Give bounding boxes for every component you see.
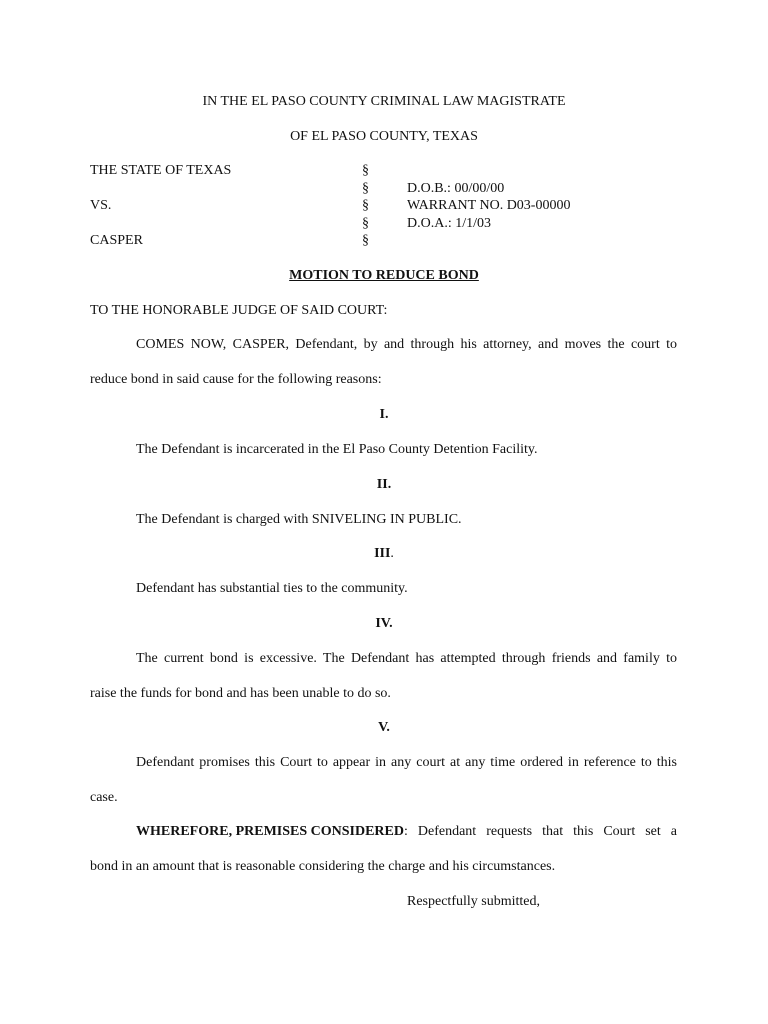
intro-line-2: reduce bond in said cause for the following reasons:	[90, 372, 382, 387]
section-v-line-1: Defendant promises this Court to appear in any court at any time ordered in reference to this	[136, 755, 677, 770]
section-numeral-iv: IV.	[375, 616, 393, 631]
caption-warrant-number: WARRANT NO. D03-00000	[407, 198, 571, 213]
section-numeral-ii: II.	[376, 477, 392, 492]
section-i-text: The Defendant is incarcerated in the El Paso County Detention Facility.	[136, 442, 538, 457]
section-numeral-iii	[0, 547, 768, 561]
section-symbol: §	[362, 198, 369, 213]
caption-dob: D.O.B.: 00/00/00	[407, 181, 505, 196]
wherefore-line-1	[136, 825, 677, 839]
section-iii-period: .	[390, 546, 394, 561]
wherefore-line-2: bond in an amount that is reasonable considering the charge and his circumstances.	[90, 859, 556, 874]
section-iii-numeral: III	[374, 546, 391, 561]
section-numeral-i: I.	[379, 407, 389, 422]
section-v-line-2: case.	[90, 790, 118, 805]
intro-line-1: COMES NOW, CASPER, Defendant, by and through his attorney, and moves the court to	[136, 337, 677, 352]
wherefore-lead: WHEREFORE, PREMISES CONSIDERED	[136, 824, 404, 839]
section-symbol: §	[362, 233, 369, 248]
section-symbol: §	[362, 181, 369, 196]
wherefore-line-1-rest: : Defendant requests that this Court set a	[404, 824, 677, 839]
closing-respectfully-submitted: Respectfully submitted,	[407, 894, 540, 909]
caption-defendant: CASPER	[90, 233, 143, 248]
section-numeral-v: V.	[378, 720, 390, 735]
caption-party-state: THE STATE OF TEXAS	[90, 163, 232, 178]
court-name-line1: IN THE EL PASO COUNTY CRIMINAL LAW MAGISTRATE	[202, 94, 566, 109]
caption-versus: VS.	[90, 198, 112, 213]
court-name-line2: OF EL PASO COUNTY, TEXAS	[290, 129, 478, 144]
motion-title: MOTION TO REDUCE BOND	[289, 268, 479, 283]
section-symbol: §	[362, 216, 369, 231]
section-symbol: §	[362, 163, 369, 178]
caption-doa: D.O.A.: 1/1/03	[407, 216, 491, 231]
section-iii-text: Defendant has substantial ties to the community.	[136, 581, 408, 596]
section-iv-line-1: The current bond is excessive. The Defendant has attempted through friends and family to	[136, 651, 677, 666]
section-ii-text: The Defendant is charged with SNIVELING IN PUBLIC.	[136, 512, 462, 527]
salutation: TO THE HONORABLE JUDGE OF SAID COURT:	[90, 303, 388, 318]
section-iv-line-2: raise the funds for bond and has been unable to do so.	[90, 686, 391, 701]
